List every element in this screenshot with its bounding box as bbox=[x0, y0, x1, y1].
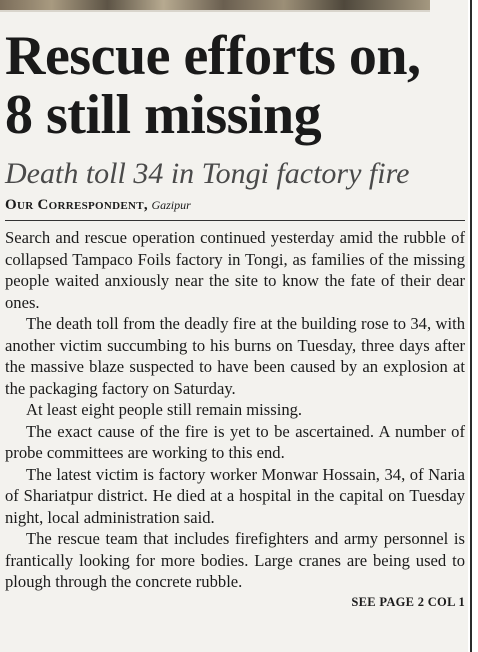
headline-line-1: Rescue efforts on, bbox=[5, 25, 421, 87]
paragraph: Search and rescue operation continued yesterday amid the rubble of collapsed Tampaco Foils factory in Tongi, as families of the missing people waited anxiously near the site to know the fate of their dear ones. bbox=[5, 228, 465, 312]
byline-place: Gazipur bbox=[151, 198, 191, 212]
paragraph: The rescue team that includes firefighters and army personnel is frantically looking for more bodies. Large cranes are being used to plough through the concrete rubble. bbox=[5, 529, 465, 591]
byline bbox=[5, 196, 465, 221]
paragraph: The death toll from the deadly fire at the building rose to 34, with another victim succumbing to his burns on Tuesday, three days after the massive blaze suspected to have been caused by an explosion at the packaging factory on Saturday. bbox=[5, 314, 465, 398]
continued-reference: SEE PAGE 2 COL 1 bbox=[351, 594, 465, 609]
paragraph: The exact cause of the fire is yet to be ascertained. A number of probe committees are working to this end. bbox=[5, 421, 465, 462]
article-photo-edge bbox=[0, 0, 430, 12]
subheadline: Death toll 34 in Tongi factory fire bbox=[5, 157, 410, 190]
paragraph: At least eight people still remain missing. bbox=[26, 400, 303, 419]
byline-author: Our Correspondent, bbox=[5, 197, 148, 213]
column-divider bbox=[468, 0, 478, 652]
news-article bbox=[5, 25, 465, 610]
article-body bbox=[5, 227, 465, 593]
paragraph: The latest victim is factory worker Monwar Hossain, 34, of Naria of Shariatpur district. He died at a hospital in the capital on Tuesday night, local administration said. bbox=[5, 464, 465, 527]
headline bbox=[5, 25, 465, 146]
headline-line-2: 8 still missing bbox=[5, 84, 322, 146]
